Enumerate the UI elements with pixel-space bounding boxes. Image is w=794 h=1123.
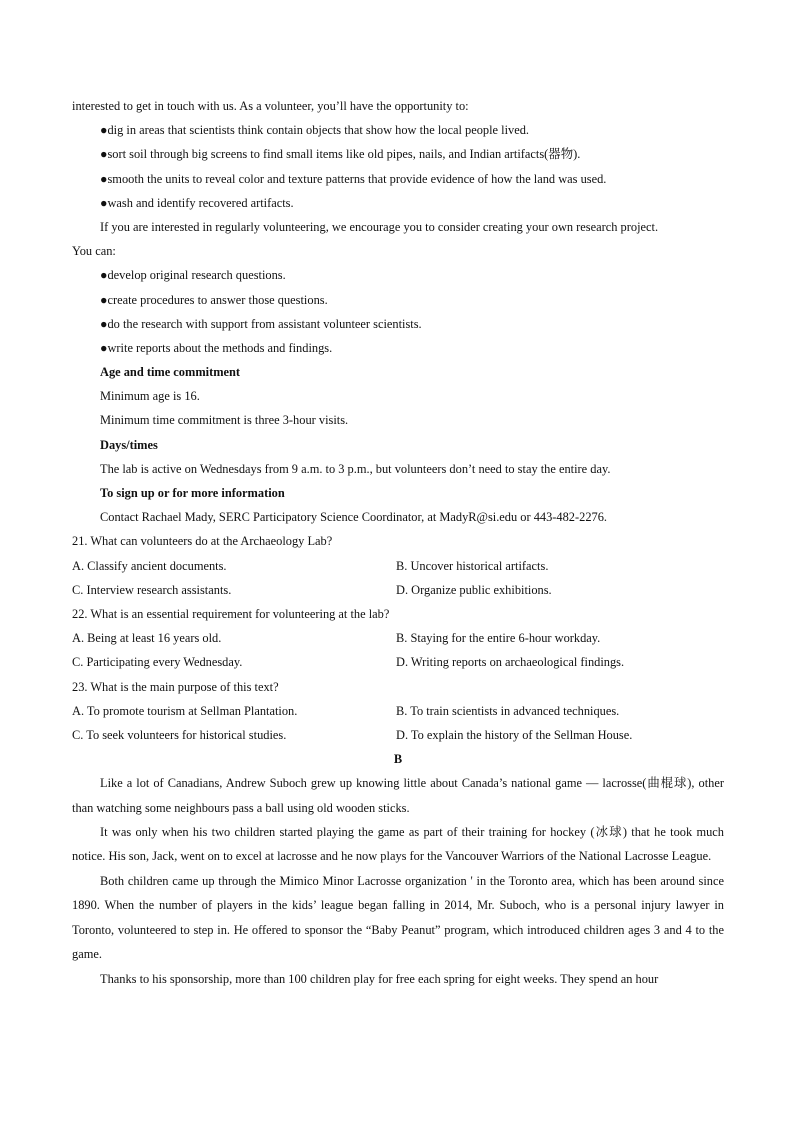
options-row xyxy=(72,650,724,674)
opportunity-item: ●smooth the units to reveal color and texture patterns that provide evidence of how the land was used. xyxy=(100,171,607,186)
research-item: ●do the research with support from assistant volunteer scientists. xyxy=(100,316,422,331)
research-item: ●develop original research questions. xyxy=(100,268,286,283)
passage-paragraph: It was only when his two children started playing the game as part of their training for hockey (冰球) that he took much notice. His son, Jack, went on to excel at lacrosse and he now plays for the Vancouver Warriors of the National Lacrosse League. xyxy=(72,825,724,864)
question-21: 21. What can volunteers do at the Archaeology Lab? xyxy=(72,534,333,549)
question-23: 23. What is the main purpose of this text? xyxy=(72,679,279,694)
signup-text: Contact Rachael Mady, SERC Participatory Science Coordinator, at MadyR@si.edu or 443-482-2276. xyxy=(100,510,608,525)
options-row xyxy=(72,578,724,602)
options-row xyxy=(72,554,724,578)
research-intro-cont: You can: xyxy=(72,244,116,259)
passage-paragraph: Both children came up through the Mimico Minor Lacrosse organization ' in the Toronto area, which has been around since 1890. When the number of players in the kids’ league began falling in 2014, Mr. Suboch, who is a personal injury lawyer in Toronto, volunteered to step in. He offered to sponsor the “Baby Peanut” program, which introduced children ages 3 and 4 to the game. xyxy=(72,873,724,962)
option-a: A. To promote tourism at Sellman Plantation. xyxy=(72,703,298,718)
options-row xyxy=(72,626,724,650)
days-heading: Days/times xyxy=(100,437,158,452)
option-c: C. Interview research assistants. xyxy=(72,582,232,597)
option-b: B. Uncover historical artifacts. xyxy=(396,558,549,573)
opportunity-item: ●sort soil through big screens to find small items like old pipes, nails, and Indian artifacts(器物). xyxy=(100,147,581,162)
research-intro: If you are interested in regularly volunteering, we encourage you to consider creating your own research project. xyxy=(100,219,659,234)
age-heading: Age and time commitment xyxy=(100,365,241,380)
option-d: D. Organize public exhibitions. xyxy=(396,582,552,597)
option-a: A. Being at least 16 years old. xyxy=(72,631,222,646)
document-page xyxy=(72,94,724,991)
option-a: A. Classify ancient documents. xyxy=(72,558,227,573)
research-item: ●create procedures to answer those questions. xyxy=(100,292,328,307)
option-b: B. Staying for the entire 6-hour workday. xyxy=(396,631,601,646)
option-d: D. Writing reports on archaeological findings. xyxy=(396,655,625,670)
days-text: The lab is active on Wednesdays from 9 a.m. to 3 p.m., but volunteers don’t need to stay the entire day. xyxy=(100,461,611,476)
option-c: C. Participating every Wednesday. xyxy=(72,655,243,670)
age-line: Minimum time commitment is three 3-hour visits. xyxy=(100,413,349,428)
option-d: D. To explain the history of the Sellman House. xyxy=(396,727,633,742)
opportunity-item: ●dig in areas that scientists think contain objects that show how the local people lived. xyxy=(100,123,530,138)
signup-heading: To sign up or for more information xyxy=(100,486,285,500)
question-22: 22. What is an essential requirement for volunteering at the lab? xyxy=(72,606,390,621)
passage-paragraph: Like a lot of Canadians, Andrew Suboch grew up knowing little about Canada’s national game — lacrosse(曲棍球), other than watching some neighbours pass a ball using old wooden sticks. xyxy=(72,776,724,815)
age-line: Minimum age is 16. xyxy=(100,389,200,404)
option-c: C. To seek volunteers for historical studies. xyxy=(72,727,287,742)
opportunity-item: ●wash and identify recovered artifacts. xyxy=(100,195,294,210)
option-b: B. To train scientists in advanced techniques. xyxy=(396,703,620,718)
section-b-heading: B xyxy=(393,752,403,767)
options-row xyxy=(72,699,724,723)
options-row xyxy=(72,723,724,747)
passage-paragraph: Thanks to his sponsorship, more than 100 children play for free each spring for eight weeks. They spend an hour xyxy=(100,971,659,986)
research-item: ●write reports about the methods and findings. xyxy=(100,340,333,355)
intro-line: interested to get in touch with us. As a volunteer, you’ll have the opportunity to: xyxy=(72,99,469,113)
